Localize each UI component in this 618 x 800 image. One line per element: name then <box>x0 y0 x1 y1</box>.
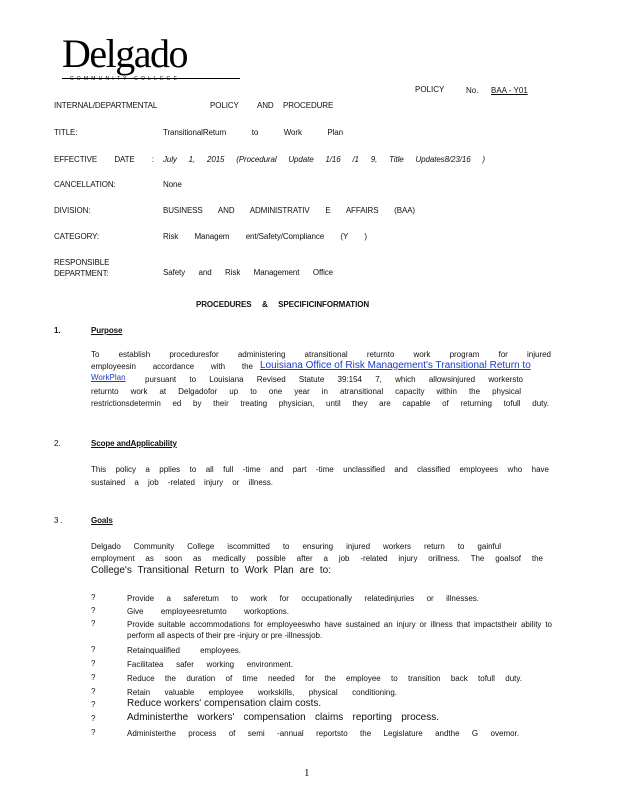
goals-number: 3 . <box>54 516 63 525</box>
page-number: 1 <box>304 767 310 779</box>
purpose-title: Purpose <box>91 326 123 335</box>
goal-bullet-10: Administerthe process of semi -annual reportsto the Legislature andthe G ovemor. <box>127 729 519 738</box>
goal-bullet-4: Retainqualified employees. <box>127 646 241 655</box>
purpose-line-1: To establish proceduresfor administering atransitional returnto work program for injured <box>91 350 551 359</box>
bullet-mark: ? <box>91 673 96 682</box>
bullet-mark: ? <box>91 687 96 696</box>
category-label: CATEGORY: <box>54 232 100 241</box>
category-value: Risk Managem ent/Safety/Compliance (Y ) <box>163 232 367 241</box>
procedures-heading: PROCEDURES & SPECIFICINFORMATION <box>196 300 369 309</box>
policy-word: POLICY <box>210 101 239 110</box>
goal-bullet-5: Facilitatea safer working environment. <box>127 660 293 669</box>
goals-line-2: employment as soon as medically possible after a job -related injury orillness. The goalsof the <box>91 554 543 563</box>
policy-label: POLICY <box>415 85 445 94</box>
title-label: TITLE: <box>54 128 78 137</box>
goal-bullet-1: Provide a saferetum to work for occupationally relatedinjuries or illnesses. <box>127 594 479 603</box>
goal-bullet-7: Retain valuable employee workskills, physical conditioning. <box>127 688 397 697</box>
purpose-number: 1. <box>54 326 61 335</box>
and-word: AND <box>257 101 274 110</box>
cancellation-label: CANCELLATION: <box>54 180 116 189</box>
goals-title: Goals <box>91 516 113 525</box>
purpose-line-4: returnto work at Delgadofor up to one year in atransitional capacity within the physical <box>91 387 521 396</box>
procedure-word: PROCEDURE <box>283 101 334 110</box>
internal-departmental-label: INTERNAL/DEPARTMENTAL <box>54 101 158 110</box>
purpose-line-5: restrictionsdetermin ed by their treating physician, until they are capable of returning tofull duty. <box>91 399 549 408</box>
bullet-mark: ? <box>91 619 96 628</box>
bullet-mark: ? <box>91 728 96 737</box>
goal-bullet-9: Administerthe workers' compensation claims reporting process. <box>127 712 439 723</box>
purpose-line-3: pursuant to Louisiana Revised Statute 39:154 7, which allowsinjured workersto <box>145 375 523 384</box>
goals-line-1: Delgado Community College iscommitted to ensuring injured workers return to gainful <box>91 542 501 551</box>
effective-date-label: EFFECTIVE DATE : <box>54 155 154 164</box>
bullet-mark: ? <box>91 700 96 709</box>
goal-bullet-8: Reduce workers' compensation claim costs. <box>127 698 322 709</box>
scope-number: 2. <box>54 439 61 448</box>
logo-wordmark: Delgado <box>62 31 188 76</box>
responsible-department-label: RESPONSIBLE DEPARTMENT: <box>54 258 110 278</box>
policy-number: BAA - Y01 <box>491 86 528 95</box>
title-value: TransitionalReturn to Work Plan <box>163 128 343 137</box>
bullet-mark: ? <box>91 593 96 602</box>
scope-line-2: sustained a job -related injury or illness. <box>91 478 273 487</box>
division-label: DIVISION: <box>54 206 91 215</box>
goal-bullet-2: Give employeesretumto workoptions. <box>127 607 289 616</box>
orm-plan-link-continued[interactable]: WorkPlan <box>91 373 126 382</box>
scope-title: Scope andApplicability <box>91 439 177 448</box>
logo-subtext: COMMUNITY COLLEGE <box>70 76 181 82</box>
responsible-department-value: Safety and Risk Management Office <box>163 268 333 277</box>
cancellation-value: None <box>163 180 182 189</box>
goal-bullet-6: Reduce the duration of time needed for the employee to transition back tofull duty. <box>127 674 522 683</box>
delgado-logo <box>62 31 242 88</box>
orm-plan-link[interactable]: Louisiana Office of Risk Management's Transitional Return to <box>260 360 531 371</box>
goal-bullet-3: Provide suitable accommodations for employeeswho have sustained an injury or illness that impactstheir ability to perform all aspects of their pre -injury or pre -illnessjob. <box>127 620 552 640</box>
bullet-mark: ? <box>91 606 96 615</box>
no-label: No. <box>466 86 479 95</box>
purpose-line-2-start: employeesin accordance with the <box>91 362 253 371</box>
effective-date-value: July 1, 2015 (Procedural Update 1/16 /1 9, Title Updates8/23/16 ) <box>163 155 485 164</box>
goals-line-3: College's Transitional Return to Work Plan are to: <box>91 565 331 576</box>
scope-line-1: This policy a pplies to all full -time and part -time unclassified and classified employees who have <box>91 465 549 474</box>
division-value: BUSINESS AND ADMINISTRATIV E AFFAIRS (BAA) <box>163 206 415 215</box>
bullet-mark: ? <box>91 645 96 654</box>
bullet-mark: ? <box>91 659 96 668</box>
bullet-mark: ? <box>91 714 96 723</box>
